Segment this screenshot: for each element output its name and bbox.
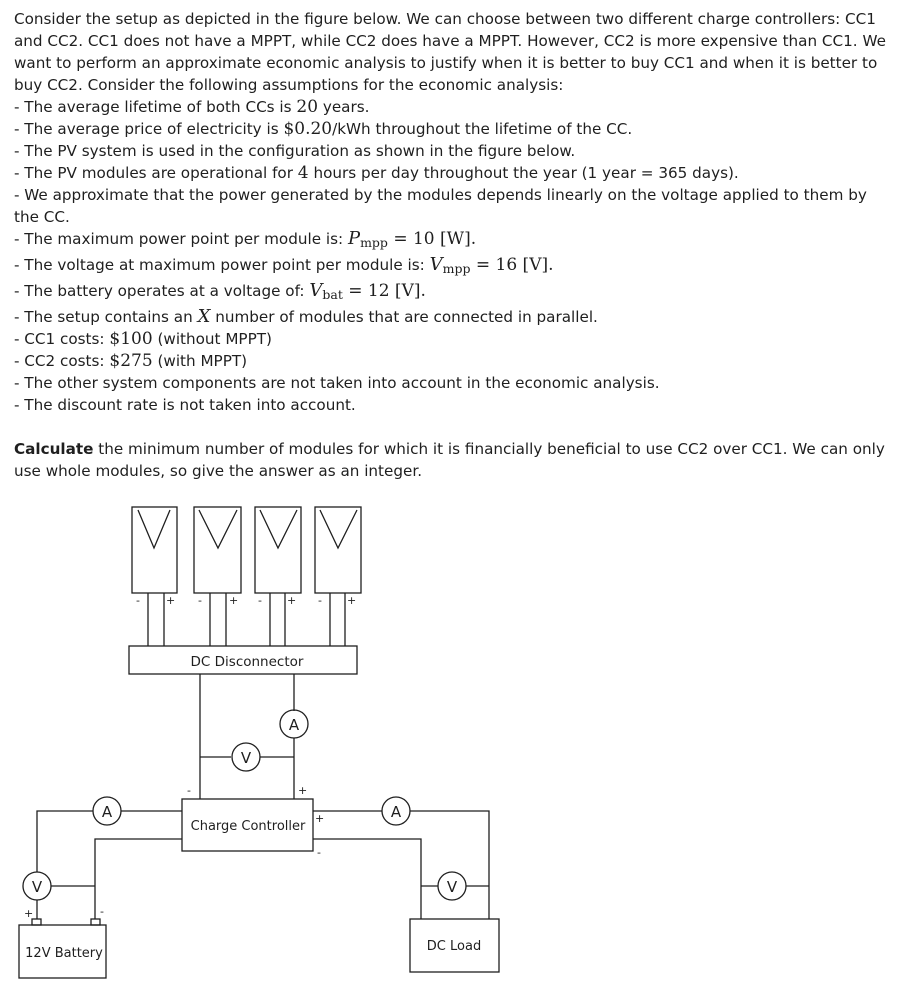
module-minus-label: - — [136, 594, 140, 607]
assumption-price: - The average price of electricity is $0.20/kWh throughout the lifetime of the CC. — [14, 119, 633, 139]
pv-module — [132, 507, 177, 593]
battery-label: 12V Battery — [25, 946, 103, 961]
pv-module — [194, 507, 241, 593]
cc-pv-plus-label: + — [298, 784, 308, 797]
assumption-cc2: - CC2 costs: $275 (with MPPT) — [14, 351, 248, 371]
module-plus-label: + — [166, 594, 176, 607]
assumption-hours: - The PV modules are operational for 4 hours per day throughout the year (1 year = 365 days). — [14, 163, 739, 183]
module-plus-label: + — [229, 594, 239, 607]
battery-minus-label: - — [100, 905, 104, 918]
assumption-vbat: - The battery operates at a voltage of: $V_{bat} = 12$ [V]. — [14, 280, 426, 302]
assumption-modules: - The setup contains an X number of modules that are connected in parallel. — [14, 306, 598, 327]
assumption-pmpp: - The maximum power point per module is: $P_{mpp} = 10$ [W]. — [14, 228, 477, 250]
assumption-discount: - The discount rate is not taken into account. — [14, 396, 356, 414]
assumption-cc1: - CC1 costs: $100 (without MPPT) — [14, 329, 272, 349]
voltmeter-label: V — [31, 878, 43, 896]
cc-load-plus-label: + — [315, 812, 325, 825]
assumption-lifetime: - The average lifetime of both CCs is 20 years. — [14, 97, 370, 117]
assumption-config: - The PV system is used in the configuration as shown in the figure below. — [14, 142, 576, 160]
dc-load-label: DC Load — [426, 939, 482, 954]
charge-controller-label: Charge Controller — [190, 819, 306, 834]
module-minus-label: - — [258, 594, 262, 607]
assumption-other: - The other system components are not taken into account in the economic analysis. — [14, 374, 660, 392]
module-minus-label: - — [318, 594, 322, 607]
voltmeter-label: V — [446, 878, 458, 896]
ammeter-label: A — [101, 803, 113, 821]
cc-load-minus-label: - — [317, 846, 321, 859]
pv-module — [315, 507, 361, 593]
dc-disconnector-label: DC Disconnector — [190, 654, 304, 670]
module-minus-label: - — [198, 594, 202, 607]
assumption-linear: - We approximate that the power generated by the modules depends linearly on the voltage applied to them by the CC. — [14, 186, 867, 226]
assumption-vmpp: - The voltage at maximum power point per module is: $V_{mpp} = 16$ [V]. — [14, 254, 554, 276]
question-paragraph: Calculate the minimum number of modules for which it is financially beneficial to use CC2 over CC1. We can only use whole modules, so give the answer as an integer. — [14, 440, 885, 480]
intro-paragraph: Consider the setup as depicted in the figure below. We can choose between two different charge controllers: CC1 and CC2. CC1 does not have a MPPT, while CC2 does have a MPPT. However, CC2 is more expensive than CC1. We want to perform an approximate economic analysis to justify when it is better to buy CC1 and when it is better to buy CC2. Consider the following assumptions for the economic analysis: — [14, 10, 886, 94]
module-plus-label: + — [347, 594, 357, 607]
voltmeter-label: V — [240, 749, 252, 767]
battery-terminal-minus — [91, 919, 100, 925]
ammeter-label: A — [288, 716, 300, 734]
cc-pv-minus-label: - — [187, 784, 191, 797]
module-plus-label: + — [287, 594, 297, 607]
pv-module — [255, 507, 301, 593]
battery-terminal-plus — [32, 919, 41, 925]
battery-plus-label: + — [24, 907, 34, 920]
ammeter-label: A — [390, 803, 402, 821]
